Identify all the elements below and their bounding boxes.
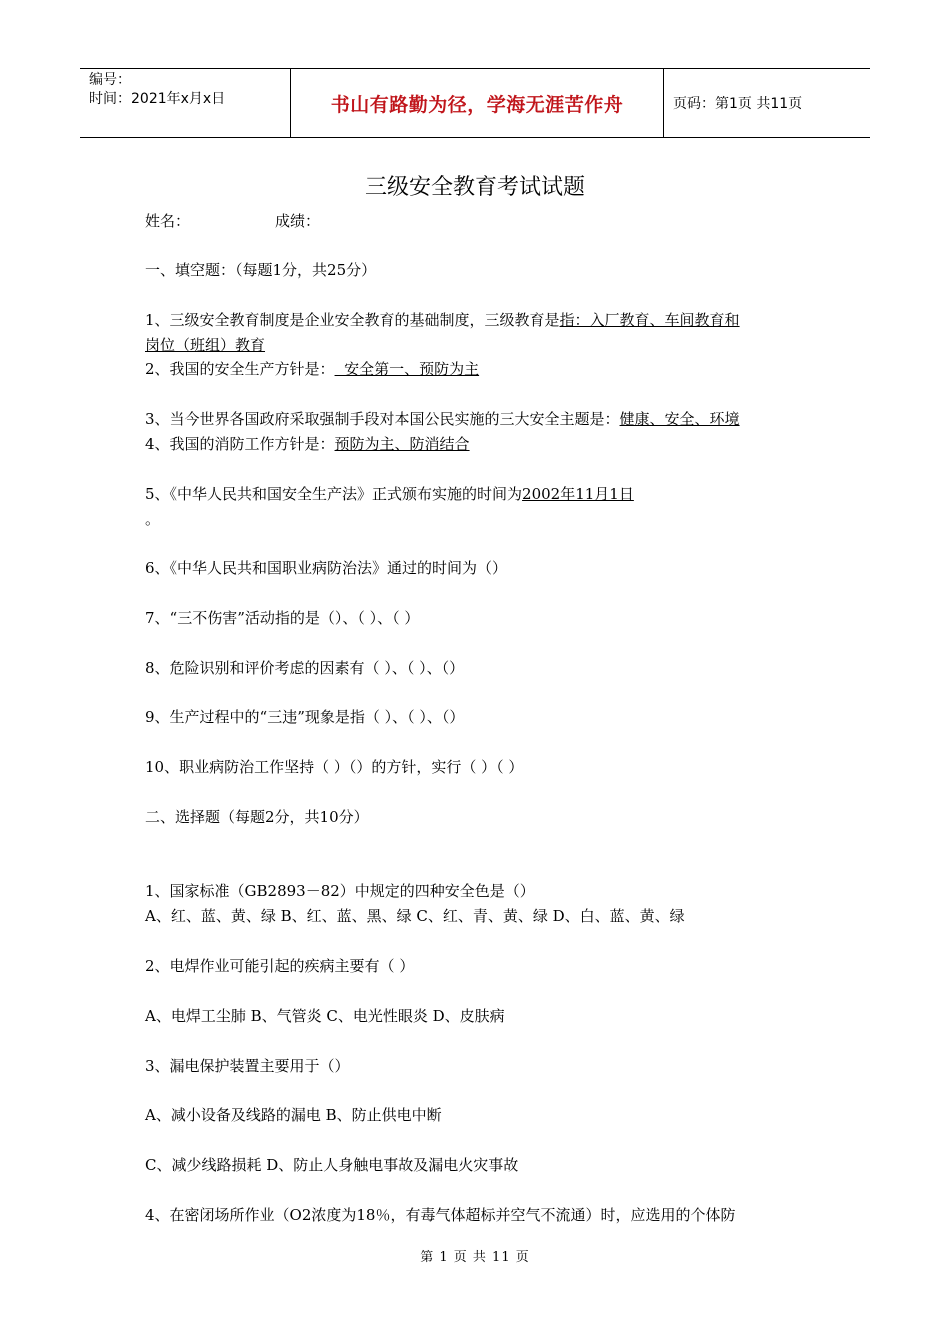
question-1-1-cont — [145, 334, 265, 356]
question-2-3-options-b: C、减少线路损耗 D、防止人身触电事故及漏电火灾事故 — [145, 1156, 519, 1174]
answer-text: 岗位（班组）教育 — [145, 336, 266, 354]
serial-number-label: 编号： — [89, 72, 131, 88]
question-2-2-options: A、电焊工尘肺 B、气管炎 C、电光性眼炎 D、皮肤病 — [145, 1007, 505, 1025]
question-1-2 — [145, 358, 479, 380]
question-2-3: 3、漏电保护装置主要用于（） — [145, 1057, 350, 1075]
question-text: 5、《中华人民共和国安全生产法》正式颁布实施的时间为 — [145, 485, 523, 503]
section1-heading: 一、填空题：（每题1分，共25分） — [145, 261, 377, 279]
answer-text: 安全第一、预防为主 — [334, 360, 480, 378]
question-1-1 — [145, 309, 740, 331]
question-1-7: 7、“三不伤害”活动指的是（）、（ ）、（ ） — [145, 609, 420, 627]
answer-text: 2002年11月1日 — [522, 485, 634, 503]
question-2-1: 1、国家标准（GB2893－82）中规定的四种安全色是（） — [145, 882, 535, 900]
document-header — [80, 68, 870, 138]
question-1-5 — [145, 483, 634, 505]
question-2-2: 2、电焊作业可能引起的疾病主要有（ ） — [145, 957, 415, 975]
answer-text: 健康、安全、环境 — [619, 410, 740, 428]
name-label: 姓名： — [145, 212, 191, 230]
question-2-3-options-a: A、减小设备及线路的漏电 B、防止供电中断 — [145, 1106, 442, 1124]
question-1-6: 6、《中华人民共和国职业病防治法》通过的时间为（） — [145, 559, 508, 577]
student-info — [145, 210, 320, 232]
question-1-4 — [145, 433, 470, 455]
question-text: 3、当今世界各国政府采取强制手段对本国公民实施的三大安全主题是： — [145, 410, 620, 428]
header-motto: 书山有路勤为径，学海无涯苦作舟 — [291, 69, 664, 137]
question-1-8: 8、危险识别和评价考虑的因素有（ ）、（ ）、（） — [145, 659, 465, 677]
question-1-10: 10、职业病防治工作坚持（ ）（）的方针，实行（ ）（ ） — [145, 758, 524, 776]
page-footer: 第 1 页 共 11 页 — [420, 1250, 530, 1265]
header-left-cell — [80, 69, 291, 137]
question-1-9: 9、生产过程中的“三违”现象是指（ ）、（ ）、（） — [145, 708, 465, 726]
question-1-3 — [145, 408, 740, 430]
question-2-1-options: A、红、蓝、黄、绿 B、红、蓝、黑、绿 C、红、青、黄、绿 D、白、蓝、黄、绿 — [145, 907, 685, 925]
page-title: 三级安全教育考试试题 — [364, 175, 585, 200]
time-label: 时间：2021年x月x日 — [89, 91, 226, 107]
answer-text: 预防为主、防消结合 — [334, 435, 470, 453]
question-1-5-end: 。 — [145, 510, 161, 528]
question-text: 4、我国的消防工作方针是： — [145, 435, 335, 453]
question-text: 2、我国的安全生产方针是： — [145, 360, 335, 378]
score-label: 成绩： — [275, 212, 321, 230]
header-page-info: 页码：第1页 共11页 — [673, 96, 803, 112]
answer-text: 指：入厂教育、车间教育和 — [559, 311, 740, 329]
question-text: 1、三级安全教育制度是企业安全教育的基础制度，三级教育是 — [145, 311, 560, 329]
section2-heading: 二、选择题（每题2分，共10分） — [145, 808, 369, 826]
question-2-4: 4、在密闭场所作业（O2浓度为18％，有毒气体超标并空气不流通）时，应选用的个体防 — [145, 1206, 736, 1224]
